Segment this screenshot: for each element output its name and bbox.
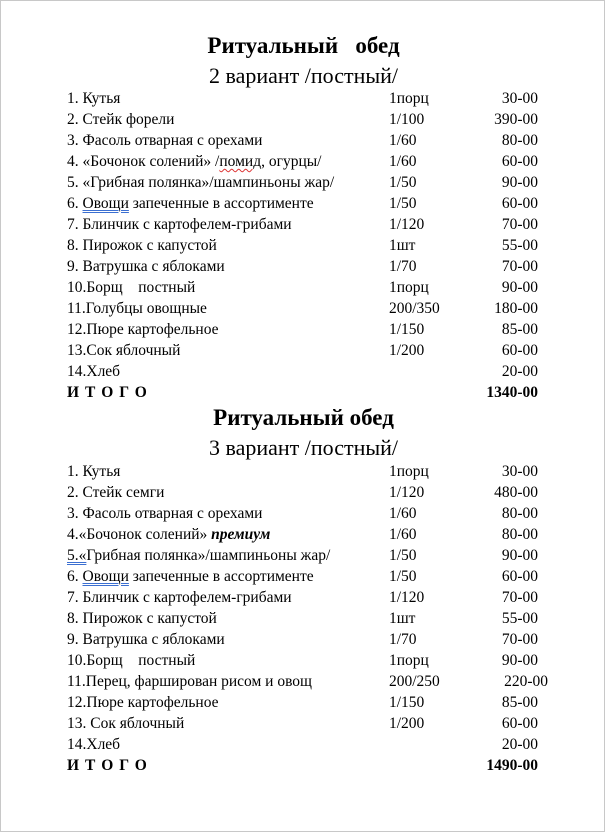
menu-row [1, 671, 605, 692]
item-name: 2. Стейк семги [67, 484, 165, 501]
menu-title-2: Ритуальный обед [213, 405, 394, 430]
item-portion: 1/120 [389, 216, 425, 233]
item-name: 12.Пюре картофельное [67, 694, 219, 711]
item-price: 80-00 [501, 526, 538, 543]
item-portion: 1шт [389, 237, 416, 254]
item-name: 13.Сок яблочный [67, 342, 181, 359]
item-price: 85-00 [501, 694, 538, 711]
item-portion: 1/60 [389, 526, 417, 543]
item-portion: 1/100 [389, 111, 425, 128]
menu-row [1, 482, 605, 503]
item-name [67, 566, 314, 587]
item-portion: 1/50 [389, 568, 417, 585]
item-name [67, 524, 270, 545]
item-portion: 1/70 [389, 631, 417, 648]
menu-subtitle-2: 3 вариант /постный/ [208, 435, 399, 460]
item-price: 85-00 [501, 321, 538, 338]
item-price: 220-00 [504, 673, 548, 690]
item-portion: 1/60 [389, 153, 417, 170]
item-portion: 1/50 [389, 547, 417, 564]
item-portion: 1/50 [389, 174, 417, 191]
item-price: 70-00 [501, 216, 538, 233]
total-row-1 [1, 382, 605, 403]
item-name: 8. Пирожок с капустой [67, 610, 217, 627]
menu-row [1, 172, 605, 193]
menu-row [1, 88, 605, 109]
menu-row [1, 461, 605, 482]
item-name: 14.Хлеб [67, 363, 121, 380]
item-portion: 1шт [389, 610, 416, 627]
item-name-part: Грибная полянка»/шампиньоны жар/ [86, 547, 331, 564]
item-name: 1. Кутья [67, 90, 121, 107]
item-price: 60-00 [501, 195, 538, 212]
menu-row [1, 587, 605, 608]
item-portion: 1/200 [389, 715, 425, 732]
item-name: 11.Голубцы овощные [67, 300, 207, 317]
item-portion: 1/150 [389, 321, 425, 338]
item-name: 9. Ватрушка с яблоками [67, 631, 225, 648]
total-label: ИТОГО [67, 384, 153, 401]
menu-row [1, 151, 605, 172]
item-portion: 1порц [389, 279, 429, 296]
item-name: 1. Кутья [67, 463, 121, 480]
item-portion: 1/120 [389, 589, 425, 606]
item-name: 8. Пирожок с капустой [67, 237, 217, 254]
item-name: 3. Фасоль отварная с орехами [67, 132, 263, 149]
item-price: 70-00 [501, 631, 538, 648]
menu-row [1, 545, 605, 566]
item-portion: 1/50 [389, 195, 417, 212]
item-name: 11.Перец, фарширован рисом и овощ [67, 673, 312, 690]
item-price: 20-00 [501, 736, 538, 753]
item-price: 60-00 [501, 342, 538, 359]
menu-row [1, 340, 605, 361]
item-price: 60-00 [501, 153, 538, 170]
item-portion: 1/60 [389, 132, 417, 149]
menu-row [1, 524, 605, 545]
item-portion: 1порц [389, 652, 429, 669]
item-price: 60-00 [501, 715, 538, 732]
menu-row [1, 319, 605, 340]
item-name [67, 193, 314, 214]
item-price: 80-00 [501, 132, 538, 149]
menu-title-1: Ритуальный обед [207, 33, 400, 58]
item-name: 5. «Грибная полянка»/шампиньоны жар/ [67, 174, 335, 191]
grammar-check-word: Овощи [82, 195, 129, 212]
grammar-check-word: Овощи [82, 568, 129, 585]
item-price: 60-00 [501, 568, 538, 585]
item-portion: 1/70 [389, 258, 417, 275]
item-price: 180-00 [494, 300, 538, 317]
item-name-part: 4.«Бочонок солений» [67, 526, 212, 543]
item-name-part: , огурцы/ [261, 153, 322, 170]
item-portion: 200/350 [389, 300, 440, 317]
item-portion: 1порц [389, 463, 429, 480]
menu-row [1, 193, 605, 214]
menu-row [1, 650, 605, 671]
menu-row [1, 608, 605, 629]
item-price: 70-00 [501, 258, 538, 275]
item-name-part: запеченные в ассортименте [128, 568, 314, 585]
spellcheck-word: помид [219, 153, 262, 170]
item-price: 90-00 [501, 547, 538, 564]
premium-label: премиум [211, 526, 271, 543]
item-name: 13. Сок яблочный [67, 715, 185, 732]
menu-row [1, 256, 605, 277]
item-name [67, 151, 321, 172]
total-row-2 [1, 755, 605, 776]
item-name-part: 6. [67, 568, 83, 585]
item-name: 12.Пюре картофельное [67, 321, 219, 338]
menu-row [1, 235, 605, 256]
item-price: 480-00 [494, 484, 538, 501]
item-price: 90-00 [501, 279, 538, 296]
item-price: 55-00 [501, 610, 538, 627]
item-name: 3. Фасоль отварная с орехами [67, 505, 263, 522]
item-portion: 1/120 [389, 484, 425, 501]
menu-row [1, 692, 605, 713]
item-name: 10.Борщ постный [67, 279, 196, 296]
item-price: 90-00 [501, 652, 538, 669]
menu-row [1, 629, 605, 650]
item-portion: 1/60 [389, 505, 417, 522]
total-label: ИТОГО [67, 757, 153, 774]
item-price: 70-00 [501, 589, 538, 606]
menu-row [1, 503, 605, 524]
item-name-part: запеченные в ассортименте [128, 195, 314, 212]
item-portion: 200/250 [389, 673, 440, 690]
grammar-check-word: 5.« [67, 547, 87, 564]
item-name: 2. Стейк форели [67, 111, 175, 128]
menu-row [1, 109, 605, 130]
item-price: 390-00 [494, 111, 538, 128]
item-name [67, 545, 330, 566]
item-price: 80-00 [501, 505, 538, 522]
item-price: 90-00 [501, 174, 538, 191]
menu-row [1, 361, 605, 382]
total-value: 1490-00 [486, 757, 538, 774]
menu-row [1, 130, 605, 151]
item-price: 20-00 [501, 363, 538, 380]
item-name: 10.Борщ постный [67, 652, 196, 669]
item-name-part: 4. «Бочонок солений» / [67, 153, 220, 170]
menu-row [1, 566, 605, 587]
item-portion: 1порц [389, 90, 429, 107]
item-name: 7. Блинчик с картофелем-грибами [67, 589, 292, 606]
menu-subtitle-1: 2 вариант /постный/ [208, 63, 399, 88]
total-value: 1340-00 [486, 384, 538, 401]
item-price: 30-00 [501, 90, 538, 107]
menu-row [1, 298, 605, 319]
item-name: 14.Хлеб [67, 736, 121, 753]
menu-row [1, 214, 605, 235]
item-portion: 1/200 [389, 342, 425, 359]
item-name: 9. Ватрушка с яблоками [67, 258, 225, 275]
item-price: 30-00 [501, 463, 538, 480]
menu-row [1, 713, 605, 734]
item-name: 7. Блинчик с картофелем-грибами [67, 216, 292, 233]
item-price: 55-00 [501, 237, 538, 254]
item-name-part: 6. [67, 195, 83, 212]
menu-row [1, 277, 605, 298]
item-portion: 1/150 [389, 694, 425, 711]
menu-row [1, 734, 605, 755]
